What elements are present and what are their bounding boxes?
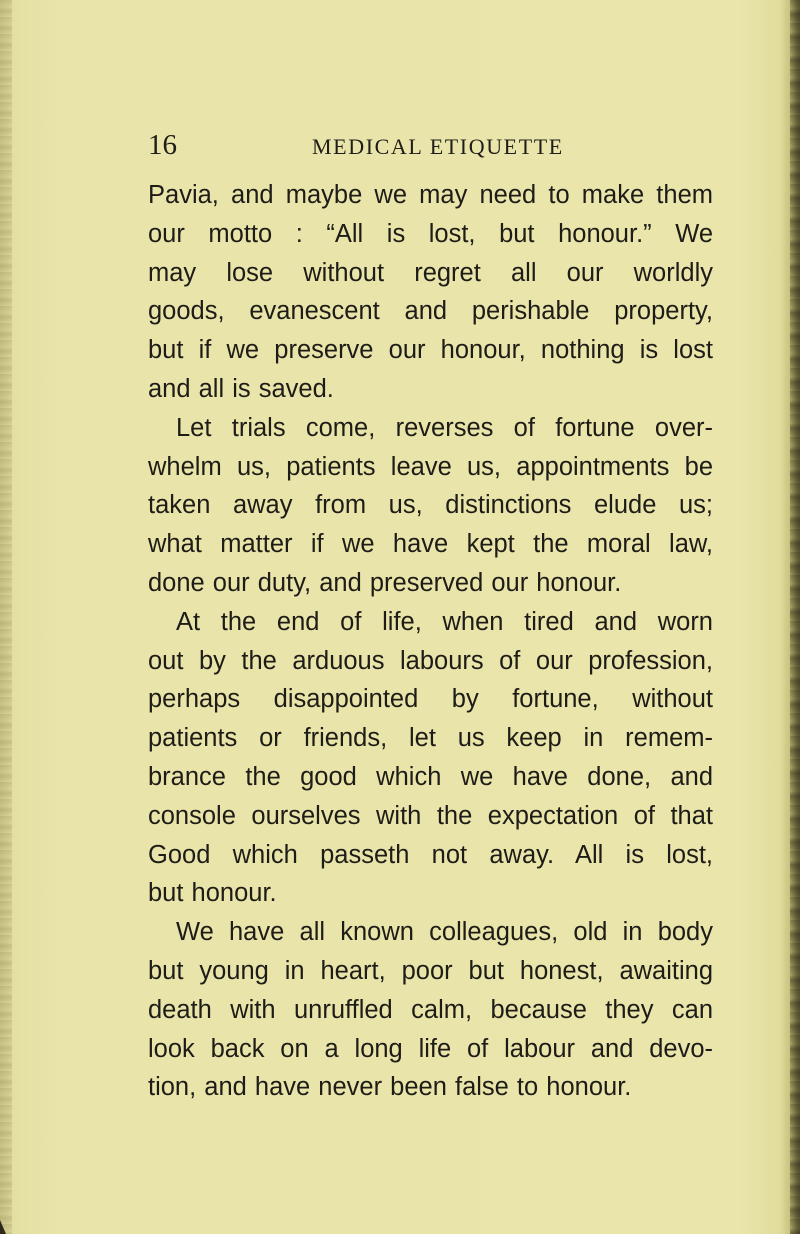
paragraph xyxy=(148,409,713,603)
body-text xyxy=(148,176,713,1107)
text-line: may lose without regret all our worldly xyxy=(148,258,713,287)
text-line: tion, and have never been false to honour. xyxy=(148,1073,632,1102)
text-line: Pavia, and maybe we may need to make them xyxy=(148,181,713,209)
page-header xyxy=(148,128,708,168)
text-line: console ourselves with the expectation of that xyxy=(148,801,713,830)
text-line: but if we preserve our honour, nothing is lost xyxy=(148,336,713,365)
text-line: taken away from us, distinctions elude us; xyxy=(148,491,713,520)
text-line: what matter if we have kept the moral law, xyxy=(148,530,713,559)
text-line: done our duty, and preserved our honour. xyxy=(148,568,622,597)
page-right-edge xyxy=(790,0,800,1234)
text-line: death with unruffled calm, because they can xyxy=(148,995,713,1024)
text-line: but honour. xyxy=(148,879,277,908)
text-line: Good which passeth not away. All is lost, xyxy=(148,840,713,869)
page-corner-mark xyxy=(0,1220,6,1234)
text-line: patients or friends, let us keep in remem- xyxy=(148,724,713,753)
text-line: We have all known colleagues, old in body xyxy=(176,918,713,947)
text-line: but young in heart, poor but honest, awaiting xyxy=(148,956,713,985)
running-title: MEDICAL ETIQUETTE xyxy=(312,134,564,159)
text-line: whelm us, patients leave us, appointments be xyxy=(148,452,713,481)
page-number: 16 xyxy=(148,129,177,161)
paragraph xyxy=(148,603,713,913)
text-line: At the end of life, when tired and worn xyxy=(176,607,713,636)
text-line: goods, evanescent and perishable property, xyxy=(148,297,713,326)
text-line: perhaps disappointed by fortune, without xyxy=(148,685,713,714)
text-line: our motto : “All is lost, but honour.” We xyxy=(148,219,713,248)
text-line: Let trials come, reverses of fortune over- xyxy=(176,413,713,442)
paragraph xyxy=(148,913,713,1107)
text-line: out by the arduous labours of our profession, xyxy=(148,646,713,675)
text-line: and all is saved. xyxy=(148,374,334,403)
page-left-edge xyxy=(0,0,12,1234)
text-line: brance the good which we have done, and xyxy=(148,762,713,791)
paragraph xyxy=(148,176,713,409)
text-line: look back on a long life of labour and devo- xyxy=(148,1034,713,1063)
